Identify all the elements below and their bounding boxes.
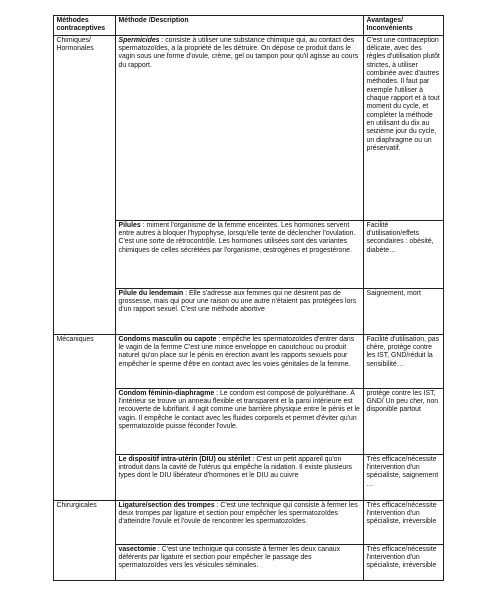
contraception-table [53, 15, 444, 581]
method-text: : C'est un petit appareil qu'on introduit dans la cavité de l'utérus qui empêche la nidation. Il existe plusieurs types dont le DIU libérateur d'hormones et le DIU au cuivre [118, 455, 352, 480]
description-cell [116, 454, 364, 500]
pros-cons-cell: Très efficace/nécessite l'intervention d'un spécialiste, saignement … [364, 454, 444, 500]
method-text: : C'est une technique qui consiste à fermer les deux trompes par ligature et section pour empêcher les spermatozoïdes d'atteindre l'ovule et l'ovule de rencontrer les spermatozoïdes. [118, 501, 358, 526]
method-text: : Elle s'adresse aux femmes qui ne désirent pas de grossesse, mais qui pour une raison ou une autre n'étaient pas protégées lors d'un rapport sexuel. C'est une méthode abortive [118, 289, 357, 314]
header-row [54, 16, 444, 36]
method-term: vasectomie [118, 545, 157, 553]
description-cell [116, 388, 364, 454]
method-term: Condoms masculin ou capote [118, 335, 217, 343]
method-term: Ligature/section des trompes [118, 501, 215, 509]
method-text: : empêche les spermatozoïdes d'entrer dans le vagin de la femme C'est une mince enveloppe en caoutchouc ou produit naturel qu'on place sur le pénis en érection avant les rapports sexuels pour empêcher le sperme d'être en contact avec les voies génitales de la femme. [118, 335, 355, 368]
method-term: Pilule du lendemain [118, 289, 184, 297]
method-text: : C'est une technique qui consiste à fermer les deux canaux déférents par ligature et section pour empêcher le passage des spermatozoïdes vers les vésicules séminales. [118, 545, 341, 570]
category-cell: Mécaniques [54, 334, 116, 500]
category-cell: Chirurgicales [54, 500, 116, 580]
pros-cons-cell: Saignement, mort [364, 288, 444, 334]
pros-cons-cell: Facilité d'utilisation/effets secondaires : obésité, diabète… [364, 220, 444, 288]
header-description: Méthode /Description [116, 16, 364, 36]
header-pros-cons: Avantages/ Inconvénients [364, 16, 444, 36]
pros-cons-cell: protège contre les IST, GND/ Un peu cher, non disponible partout [364, 388, 444, 454]
method-text: : Le condom est composé de polyuréthane. À l'intérieur se trouve un anneau flexible et transparent et la paroi intérieure est recouverte de lubrifiant. il agit comme une barrière physique entre le pénis et le vagin. Il empêche le contact avec les fluides corporels et permet d'éviter qu'un spermatozoïde puisse féconder l'ovule. [118, 389, 360, 431]
method-term: Condom féminin-diaphragme [118, 389, 215, 397]
table-row [54, 500, 444, 544]
method-text: : miment l'organisme de la femme enceintes. Les hormones servent entre autres à bloquer l'hypophyse, lorsqu'elle tente de déclencher l'ovulation. C'est une sorte de rétrocontrôle. Les hormones utilisées sont des variantes chimiques de celles sécrétées par l'organisme, œstrogènes et progestérone. [118, 221, 356, 254]
method-text: : consiste à utiliser une substance chimique qui, au contact des spermatozoïdes, a la propriété de les détruire. On dépose ce produit dans le vagin sous une forme d'ovule, crème, gel ou tampon pour qu'il agisse au cours du rapport. [118, 36, 359, 69]
description-cell [116, 220, 364, 288]
description-cell [116, 544, 364, 580]
pros-cons-cell: Facilité d'utilisation, pas chère, protège contre les IST, GND/réduit la sensibilité… [364, 334, 444, 388]
table-row [54, 35, 444, 220]
header-methods: Méthodes contraceptives [54, 16, 116, 36]
description-cell [116, 288, 364, 334]
description-cell [116, 334, 364, 388]
category-cell: Chimiques/ Hormonales [54, 35, 116, 334]
method-term: Spermicides [118, 36, 160, 44]
table-row [54, 334, 444, 388]
pros-cons-cell: Très efficace/nécessite l'intervention d'un spécialiste, irréversible [364, 500, 444, 544]
description-cell [116, 500, 364, 544]
pros-cons-cell: C'est une contraception délicate, avec des règles d'utilisation plutôt strictes, à utiliser combinée avec d'autres méthodes. Il faut par exemple l'utiliser à chaque rapport et à tout moment du cycle, et compléter la méthode en utilisant du dix au seizième jour du cycle, un diaphragme ou un préservatif. [364, 35, 444, 220]
method-term: Le dispositif intra-utérin (DIU) ou stérilet [118, 455, 251, 463]
pros-cons-cell: Très efficace/nécessite l'intervention d'un spécialiste, irréversible [364, 544, 444, 580]
method-term: Pilules [118, 221, 141, 229]
description-cell [116, 35, 364, 220]
